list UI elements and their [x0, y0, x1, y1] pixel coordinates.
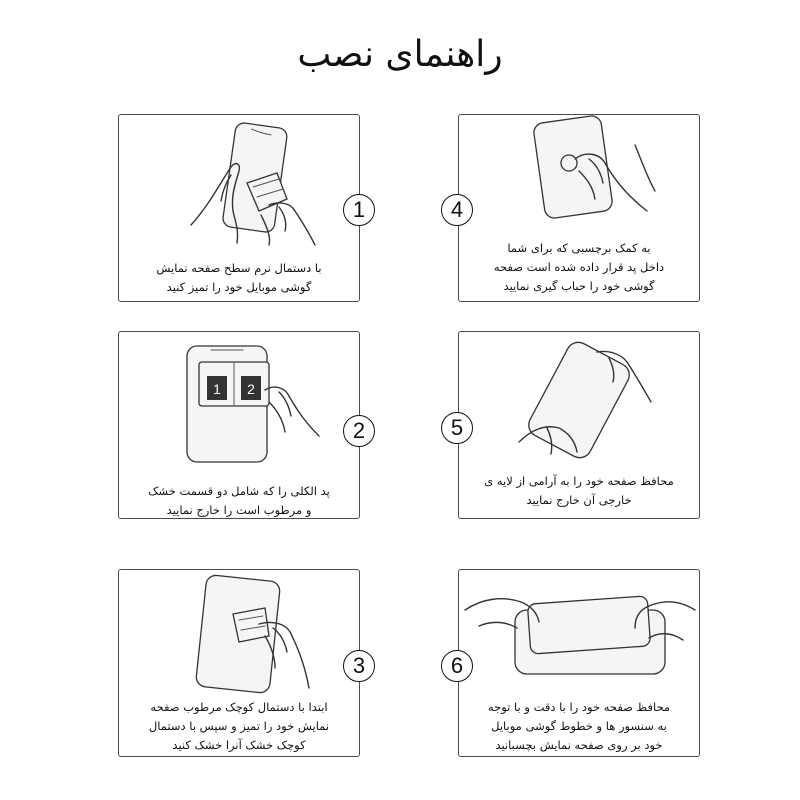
caption-line: نمایش خود را تمیز و سپس با دستمال	[148, 719, 330, 733]
step-6-card	[450, 569, 700, 757]
step-2-caption	[127, 482, 351, 520]
caption-line: پد الکلی را که شامل دو قسمت خشک	[148, 484, 330, 498]
step-5-illustration	[459, 332, 701, 462]
step-number-badge: 2	[343, 415, 375, 447]
pad-label-2: 2	[247, 381, 255, 397]
caption-line: به کمک برچسبی که برای شما	[507, 241, 651, 255]
step-number-badge: 4	[441, 194, 473, 226]
caption-line: خود بر روی صفحه نمایش بچسبانید	[495, 738, 663, 752]
step-6-caption	[467, 698, 691, 755]
caption-line: کوچک خشک آنرا خشک کنید	[172, 738, 306, 752]
step-number-badge: 3	[343, 650, 375, 682]
caption-line: و مرطوب است را خارج نمایید	[166, 503, 312, 517]
caption-line: با دستمال نرم سطح صفحه نمایش	[156, 261, 322, 275]
step-5-caption	[467, 472, 691, 510]
caption-line: ابتدا با دستمال کوچک مرطوب صفحه	[150, 700, 328, 714]
pad-label-1: 1	[213, 381, 221, 397]
caption-line: محافظ صفحه خود را با دقت و با توجه	[487, 700, 671, 714]
step-4-card	[450, 114, 700, 302]
step-number-badge: 6	[441, 650, 473, 682]
step-3-card	[118, 569, 366, 757]
step-4-illustration	[459, 115, 701, 245]
page-title: راهنمای نصب	[297, 34, 503, 75]
step-4-caption	[467, 239, 691, 296]
caption-line: داخل پد قرار داده شده است صفحه	[493, 260, 665, 274]
step-number-badge: 1	[343, 194, 375, 226]
step-3-caption	[127, 698, 351, 755]
step-3-illustration	[119, 570, 361, 700]
step-6-illustration	[459, 570, 701, 700]
step-5-card	[450, 331, 700, 519]
caption-line: گوشی خود را حباب گیری نمایید	[503, 279, 655, 293]
caption-line: خارجی آن خارج نمایید	[526, 493, 632, 507]
caption-line: محافظ صفحه خود را به آرامی از لایه ی	[484, 474, 674, 488]
caption-line: گوشی موبایل خود را تمیز کنید	[166, 280, 312, 294]
step-number-badge: 5	[441, 412, 473, 444]
step-2-card	[118, 331, 366, 519]
step-1-caption	[127, 259, 351, 297]
step-1-illustration	[119, 115, 361, 245]
step-2-illustration	[119, 332, 361, 462]
step-1-card	[118, 114, 366, 302]
caption-line: به سنسور ها و خطوط گوشی موبایل	[491, 719, 667, 733]
